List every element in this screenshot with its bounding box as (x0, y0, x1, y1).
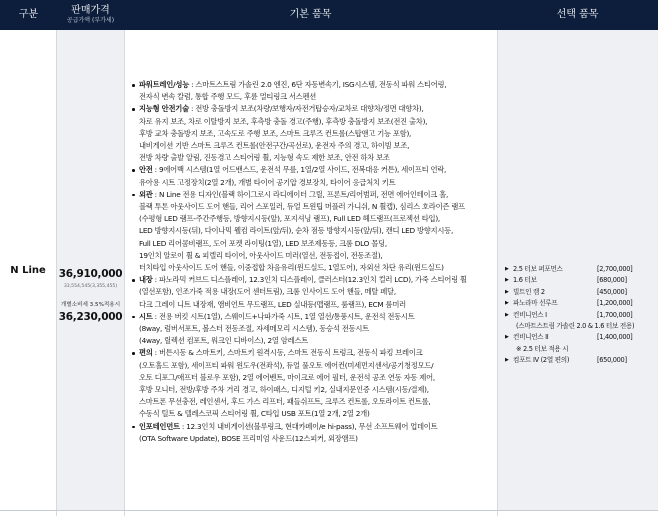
basic-item-text: 전방 차량 출발 알림, 진동경고 스티어링 휠, 지능형 속도 제한 보조, 안전 하차 보조 (139, 153, 390, 163)
option-item[interactable] (505, 275, 655, 286)
basic-item-text: 유아용 시트 고정장치(2열 2개), 개별 타이어 공기압 경보장치, 타이어 응급처치 키트 (139, 177, 396, 187)
discount-note: 개별소비세 3.5%적용시 (60, 302, 121, 308)
basic-item-text: LED 방향지시등(뒤), 다이나믹 웰컴 라이트(앞/뒤), 순차 점등 방향지시등(앞/뒤), 캔디 LED 방향지시등, (139, 226, 454, 236)
arrow-icon: ▶ (505, 334, 509, 341)
option-name: 컨비니언스 I (513, 310, 547, 319)
table-bottom-border (0, 510, 658, 511)
basic-item-text: 스마트폰 무선충전, 레인센서, 후드 가스 리프터, 패들쉬프트, 크루즈 컨트롤, 오토라이트 컨트롤, (139, 397, 431, 407)
basic-item (130, 311, 496, 348)
option-price: [2,700,000] (597, 265, 633, 273)
trim-name: N Line (10, 264, 46, 276)
basic-item-text: : 9에어백 시스템(1열 어드밴스드, 운전석 무릎, 1열/2열 사이드, 전복대응 커튼), 세이프티 언락, (152, 165, 447, 175)
basic-item-text: (4way, 릴렉션 컴포트, 워크인 디바이스), 2열 암레스트 (139, 336, 308, 346)
basic-item (130, 189, 496, 274)
basic-item-text: Full LED 리어콤비램프, 도어 포켓 라이팅(1열), LED 보조제동등, 크롬 DLO 몰딩, (139, 238, 387, 248)
price-column (57, 30, 124, 510)
basic-item-text: : 전용 버킷 시트(1열), 스웨이드+나파가죽 시트, 1열 열선/통풍시트, 운전석 전동시트 (152, 311, 415, 321)
option-price: [1,200,000] (597, 299, 633, 308)
basic-item-text: (OTA Software Update), BOSE 프리미엄 사운드(12스피커, 외장앰프) (139, 433, 358, 443)
header-options (497, 0, 658, 30)
basic-item-text: : 스마트스트림 가솔린 2.0 엔진, 6단 자동변속기, ISG시스템, 전동식 파워 스티어링, (189, 80, 447, 89)
basic-item (130, 79, 496, 103)
basic-item-text: 전자식 변속 칼럼, 통합 주행 모드, 후륜 멀티링크 서스펜션 (139, 92, 317, 102)
header-category-label: 구분 (18, 9, 39, 20)
option-item[interactable] (505, 332, 655, 343)
basic-item-label: 안전 (139, 165, 153, 175)
basic-item (130, 274, 496, 311)
arrow-icon: ▶ (505, 300, 509, 307)
option-price: [680,000] (597, 276, 627, 285)
option-item (505, 321, 655, 332)
basic-item-label: 외관 (139, 189, 153, 199)
basic-item-text: (8way, 럼버서포트, 볼스터 전동조절, 자세메모리 시스템), 동승석 전동시트 (139, 324, 369, 334)
basic-item-text: 수동식 틸트 & 텔레스코픽 스티어링 휠, C타입 USB 포트(1열 2개, 2열 2개) (139, 409, 370, 419)
option-item[interactable] (505, 310, 655, 321)
header-price-label: 판매가격 (71, 5, 110, 16)
basic-item-label: 편의 (139, 348, 153, 358)
table-header (0, 0, 658, 30)
basic-item-label: 파워트레인/성능 (139, 80, 190, 89)
price-discounted: 36,230,000 (58, 311, 123, 323)
option-item[interactable] (505, 298, 655, 309)
price: 36,910,000 (58, 268, 123, 280)
option-price: [1,700,000] (597, 310, 633, 319)
option-name: ※ 2.5 터보 적용 시 (516, 344, 569, 353)
option-price: [450,000] (597, 287, 627, 296)
option-item[interactable] (505, 287, 655, 298)
basic-item-text: 차로 유지 보조, 차로 이탈방지 보조, 후측방 충돌 경고(주행), 후측방 충돌방지 보조(전진 출차), (139, 116, 428, 126)
basic-item-text: : 버튼시동 & 스마트키, 스마트키 원격시동, 스마트 전동식 트렁크, 전동식 파킹 브레이크 (152, 348, 423, 358)
basic-item-text: : 전방 충돌방지 보조(차량/보행자/자전거탑승자/교차로 대향차/정면 대향차), (188, 104, 424, 114)
basic-item-text: 블랙 투톤 아웃사이드 도어 핸들, 리어 스포일러, 듀얼 트윈팁 머플러 가니쉬, N 휠캡), 심리스 호라이즌 램프 (139, 202, 465, 212)
basic-item-text: 내비게이션 기반 스마트 크루즈 컨트롤(안전구간/곡선로), 운전자 주의 경고, 하이빔 보조, (139, 141, 410, 151)
divider (124, 30, 125, 516)
option-name: 컨비니언스 II (513, 333, 549, 342)
header-price (57, 0, 124, 30)
basic-item-text: (오토홀드 포함), 세이프티 파워 윈도우(전좌석), 듀얼 풀오토 에어컨(미세먼지센서/공기청정모드/ (139, 360, 434, 370)
basic-item-text: 터치타입 아웃사이드 도어 핸들, 이중접합 차음유리(윈드실드, 1열도어), 자외선 차단 유리(윈드실드) (139, 263, 444, 273)
option-name: 빌트인 캠 2 (513, 287, 545, 296)
divider (497, 30, 498, 516)
option-name: 파노라마 선루프 (513, 299, 558, 308)
basic-item-label: 지능형 안전기술 (139, 104, 189, 114)
header-basic-label: 기본 품목 (289, 9, 332, 20)
basic-item-text: : N Line 전용 디자인(블랙 하이그로시 라디에이터 그릴, 프론트/리어범퍼, 전면 에어인테이크 홀, (152, 189, 449, 199)
basic-item-text: 19인치 알로이 휠 & 피렐리 타이어, 아웃사이드 미러(열선, 전동접이, 전동조절), (139, 250, 383, 260)
arrow-icon: ▶ (505, 266, 509, 272)
header-basic (124, 0, 497, 30)
option-item[interactable] (505, 355, 655, 366)
arrow-icon: ▶ (505, 288, 509, 295)
basic-item-text: (수평형 LED 램프-주간주행등, 방향지시등(앞), 포지셔닝 램프), Full LED 헤드램프(프로젝션 타입), (139, 214, 440, 224)
basic-item-text: 다크 그레이 니트 내장재, 앰비언트 무드램프, LED 실내등(맵램프, 룸램프), ECM 룸미러 (139, 299, 406, 309)
option-name: (스마트스트림 가솔린 2.0 & 1.6 터보 전용) (516, 321, 635, 330)
basic-item-label: 내장 (139, 275, 153, 285)
option-item (505, 344, 655, 355)
arrow-icon: ▶ (505, 277, 509, 284)
basic-items-list (130, 79, 496, 445)
basic-item (130, 347, 496, 420)
option-name: 1.6 터보 (513, 276, 537, 285)
option-name: 컴포트 IV (2열 편의) (513, 356, 570, 365)
price-supply: 33,554,545(3,355,455) (63, 284, 118, 289)
basic-item (130, 164, 496, 188)
basic-item-text: 후방 모니터, 전방/후방 주차 거리 경고, 하이패스, 디지털 키2, 실내지문인증 시스템(시동/결제), (139, 385, 429, 395)
option-name: 2.5 터보 퍼포먼스 (513, 265, 563, 273)
arrow-icon: ▶ (505, 357, 509, 364)
option-price: [650,000] (597, 356, 627, 365)
basic-item-text: 오토 디포그/애프터 블로우 포함), 2열 에어벤트, 마이크로 에어 필터, 운전석 공조 연동 자동 제어, (139, 372, 435, 382)
basic-item-label: 인포테인먼트 (139, 421, 180, 431)
basic-item-text: (열선포함), 인조가죽 적용 내장(도어 센터트림), 크롬 인사이드 도어 핸들, 메탈 페달, (139, 287, 396, 297)
header-category (0, 0, 57, 30)
header-price-sub: 공급가액 (부가세) (66, 17, 115, 24)
arrow-icon: ▶ (505, 311, 509, 318)
basic-item-text: : 12.3인치 내비게이션(블루링크, 현대카페이/e hi-pass), 무선 소프트웨어 업데이트 (179, 421, 438, 431)
basic-item (130, 103, 496, 164)
option-item[interactable] (505, 264, 655, 275)
option-price: [1,400,000] (597, 333, 633, 342)
basic-item (130, 421, 496, 445)
header-options-label: 선택 품목 (556, 9, 599, 20)
options-list (505, 264, 655, 367)
basic-item-label: 시트 (139, 311, 153, 321)
basic-item-text: 후방 교차 충돌방지 보조, 고속도로 주행 보조, 스마트 크루즈 컨트롤(스탑앤고 기능 포함), (139, 128, 412, 138)
basic-item-text: : 파노라믹 커브드 디스플레이, 12.3인치 디스플레이, 클러스터(12.3인치 컬러 LCD), 가죽 스티어링 휠 (152, 275, 467, 285)
